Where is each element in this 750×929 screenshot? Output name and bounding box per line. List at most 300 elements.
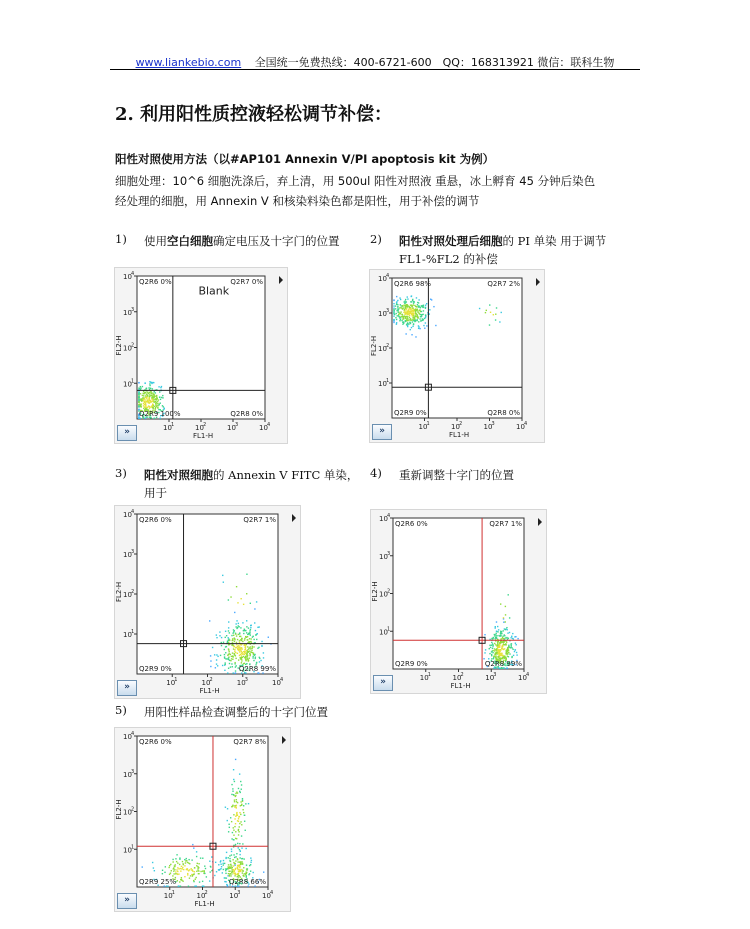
event-dot [196,856,197,857]
event-dot [410,301,411,302]
event-dot [425,314,426,315]
event-dot [415,311,416,312]
event-dot [251,651,252,652]
event-dot [399,313,400,314]
event-dot [231,635,232,636]
event-dot [196,851,197,852]
event-dot [238,659,239,660]
event-dot [144,404,145,405]
event-dot [261,641,262,642]
event-dot [245,645,246,646]
event-dot [404,314,405,315]
event-dot [227,672,228,673]
event-dot [225,646,226,647]
event-dot [416,306,417,307]
event-dot [492,652,493,653]
event-dot [259,657,260,658]
event-dot [508,650,509,651]
y-tick-exponent: 3 [386,308,390,314]
event-dot [501,312,502,313]
event-dot [215,862,216,863]
event-dot [230,867,231,868]
event-dot [418,299,419,300]
event-dot [241,784,242,785]
event-dot [501,633,502,634]
event-dot [144,407,145,408]
event-dot [240,639,241,640]
y-tick-exponent: 4 [131,731,135,737]
event-dot [235,838,236,839]
event-dot [143,395,144,396]
event-dot [194,867,195,868]
event-dot [244,629,245,630]
section-title: 2. 利用阳性质控液轻松调节补偿： [115,104,393,125]
event-dot [492,644,493,645]
event-dot [249,650,250,651]
event-dot [501,631,502,632]
event-dot [225,652,226,653]
event-dot [238,634,239,635]
event-dot [263,871,264,872]
event-dot [425,322,426,323]
event-dot [228,831,229,832]
event-dot [255,630,256,631]
page-header [110,54,640,70]
event-dot [236,642,237,643]
event-dot [412,326,413,327]
event-dot [198,873,199,874]
event-dot [222,872,223,873]
dotplot-blank [114,267,288,444]
event-dot [235,806,236,807]
x-tick-label: 10 [163,424,172,432]
y-tick-label: 10 [379,590,388,599]
dotplot-adjusted-gate [370,509,547,694]
event-dot [227,637,228,638]
event-dot [204,873,205,874]
event-dot [226,877,227,878]
event-dot [241,835,242,836]
event-dot [243,858,244,859]
event-dot [246,655,247,656]
event-dot [508,652,509,653]
y-tick-label: 10 [378,380,387,388]
event-dot [249,873,250,874]
event-dot [242,843,243,844]
event-dot [153,867,154,868]
event-dot [491,645,492,646]
event-dot [426,303,427,304]
x-axis-label: FL1-H [449,431,470,439]
x-tick-label: 10 [163,892,173,900]
event-dot [263,657,264,658]
event-dot [231,873,232,874]
event-dot [231,656,232,657]
event-dot [505,614,506,615]
event-dot [509,653,510,654]
event-dot [239,843,240,844]
event-dot [425,305,426,306]
event-dot [186,860,187,861]
event-dot [429,309,430,310]
event-dot [250,627,251,628]
event-dot [243,805,244,806]
event-dot [176,861,177,862]
panel-arrow-icon[interactable] [292,514,296,522]
event-dot [509,646,510,647]
event-dot [138,401,139,402]
event-dot [417,316,418,317]
event-dot [407,325,408,326]
event-dot [240,805,241,806]
event-dot [502,655,503,656]
event-dot [396,310,397,311]
event-dot [490,312,491,313]
event-dot [191,859,192,860]
event-dot [143,408,144,409]
event-dot [194,885,195,886]
step-text: 的 PI 单染 用于调节 [502,234,607,248]
event-dot [412,307,413,308]
event-dot [245,803,246,804]
event-dot [510,643,511,644]
event-dot [256,639,257,640]
event-dot [149,396,150,397]
event-dot [238,830,239,831]
event-dot [251,650,252,651]
event-dot [232,832,233,833]
event-dot [411,306,412,307]
plot-area [392,278,522,418]
event-dot [495,314,496,315]
event-dot [238,869,239,870]
event-dot [222,863,223,864]
event-dot [250,648,251,649]
event-dot [248,627,249,628]
event-dot [222,575,223,576]
event-dot [145,382,146,383]
event-dot [246,574,247,575]
event-dot [250,638,251,639]
event-dot [393,320,394,321]
event-dot [221,645,222,646]
event-dot [224,649,225,650]
event-dot [248,660,249,661]
event-dot [240,598,241,599]
y-tick-label: 10 [378,275,387,283]
event-dot [184,876,185,877]
event-dot [245,848,246,849]
event-dot [237,802,238,803]
y-tick-exponent: 1 [131,844,135,851]
event-dot [226,884,227,885]
event-dot [415,319,416,320]
event-dot [144,399,145,400]
expand-button[interactable]: » [117,425,137,441]
event-dot [243,604,244,605]
event-dot [421,311,422,312]
event-dot [407,316,408,317]
event-dot [151,405,152,406]
event-dot [239,871,240,872]
event-dot [148,398,149,399]
event-dot [242,641,243,642]
event-dot [423,310,424,311]
event-dot [236,647,237,648]
event-dot [193,873,194,874]
event-dot [144,401,145,402]
x-tick-label: 10 [195,424,204,432]
event-dot [489,324,490,325]
event-dot [161,386,162,387]
event-dot [229,860,230,861]
event-dot [410,308,411,309]
event-dot [226,852,227,853]
event-dot [239,867,240,868]
event-dot [396,304,397,305]
event-dot [489,304,490,305]
event-dot [419,309,420,310]
event-dot [249,647,250,648]
event-dot [235,647,236,648]
event-dot [416,313,417,314]
event-dot [228,857,229,858]
event-dot [235,666,236,667]
expand-button[interactable]: » [372,424,392,440]
event-dot [238,831,239,832]
event-dot [417,314,418,315]
event-dot [154,870,155,871]
event-dot [421,315,422,316]
event-dot [495,626,496,627]
event-dot [235,626,236,627]
event-dot [180,885,181,886]
event-dot [197,866,198,867]
dotplot-svg [371,510,546,693]
event-dot [233,794,234,795]
event-dot [396,302,397,303]
event-dot [496,652,497,653]
event-dot [210,655,211,656]
event-dot [148,400,149,401]
event-dot [240,851,241,852]
panel-arrow-icon[interactable] [279,276,283,284]
event-dot [253,653,254,654]
event-dot [198,863,199,864]
event-dot [178,873,179,874]
event-dot [484,634,485,635]
event-dot [493,656,494,657]
event-dot [240,648,241,649]
event-dot [152,862,153,863]
event-dot [233,865,234,866]
event-dot [246,626,247,627]
event-dot [225,870,226,871]
y-tick-exponent: 3 [131,306,135,313]
event-dot [237,861,238,862]
event-dot [209,861,210,862]
y-tick-exponent: 1 [131,378,135,385]
event-dot [239,864,240,865]
event-dot [491,655,492,656]
event-dot [235,623,236,624]
event-dot [499,642,500,643]
event-dot [505,621,506,622]
event-dot [512,633,513,634]
event-dot [184,865,185,866]
event-dot [216,634,217,635]
event-dot [255,634,256,635]
y-tick-label: 10 [379,552,388,561]
event-dot [234,655,235,656]
event-dot [234,781,235,782]
event-dot [400,316,401,317]
event-dot [228,630,229,631]
event-dot [413,313,414,314]
event-dot [225,658,226,659]
x-tick-label: 10 [259,424,268,432]
x-tick-label: 10 [196,892,206,900]
event-dot [155,401,156,402]
x-tick-label: 10 [227,424,236,432]
y-tick-label: 10 [123,591,132,599]
event-dot [228,599,229,600]
event-dot [247,868,248,869]
event-dot [245,830,246,831]
event-dot [225,881,226,882]
y-tick-exponent: 3 [387,550,391,557]
event-dot [173,870,174,871]
event-dot [408,320,409,321]
event-dot [504,634,505,635]
event-dot [506,651,507,652]
event-dot [397,306,398,307]
event-dot [232,805,233,806]
event-dot [231,848,232,849]
event-dot [159,396,160,397]
dotplot-pi-single [369,269,545,443]
event-dot [164,872,165,873]
event-dot [396,322,397,323]
event-dot [185,862,186,863]
event-dot [505,637,506,638]
event-dot [239,854,240,855]
event-dot [197,863,198,864]
event-dot [253,646,254,647]
event-dot [425,316,426,317]
event-dot [234,801,235,802]
event-dot [234,818,235,819]
event-dot [206,876,207,877]
panel-arrow-icon[interactable] [282,736,286,744]
expand-button[interactable]: » [117,893,137,909]
website-link[interactable]: www.liankebio.com [135,56,242,69]
event-dot [494,635,495,636]
event-dot [223,642,224,643]
event-dot [255,657,256,658]
event-dot [239,826,240,827]
event-dot [407,323,408,324]
panel-arrow-icon[interactable] [536,278,540,286]
event-dot [239,849,240,850]
event-dot [517,638,518,639]
event-dot [172,861,173,862]
panel-arrow-icon[interactable] [538,518,542,526]
event-dot [177,862,178,863]
quadrant-label-upper-right: Q2R7 8% [233,738,266,746]
quadrant-label-lower-left: Q2R9 25% [139,878,177,886]
x-tick-exponent: 4 [524,421,528,427]
event-dot [226,635,227,636]
event-dot [402,318,403,319]
event-dot [220,864,221,865]
x-axis-label: FL1-H [450,682,471,690]
event-dot [234,663,235,664]
y-tick-label: 10 [378,310,387,318]
event-dot [236,813,237,814]
expand-button[interactable]: » [373,675,393,691]
event-dot [502,630,503,631]
event-dot [411,334,412,335]
y-tick-exponent: 1 [131,629,135,635]
event-dot [240,627,241,628]
event-dot [422,320,423,321]
event-dot [243,653,244,654]
event-dot [422,305,423,306]
event-dot [187,862,188,863]
x-tick-exponent: 4 [280,677,284,683]
event-dot [234,826,235,827]
event-dot [227,655,228,656]
event-dot [489,645,490,646]
event-dot [234,662,235,663]
y-tick-label: 10 [123,846,132,855]
event-dot [151,383,152,384]
event-dot [237,843,238,844]
event-dot [156,396,157,397]
event-dot [174,866,175,867]
event-dot [171,870,172,871]
event-dot [233,646,234,647]
event-dot [403,312,404,313]
event-dot [411,296,412,297]
event-dot [418,328,419,329]
event-dot [202,870,203,871]
event-dot [245,649,246,650]
event-dot [157,401,158,402]
event-dot [235,793,236,794]
event-dot [496,648,497,649]
event-dot [246,620,247,621]
x-tick-exponent: 1 [171,890,175,896]
event-dot [228,871,229,872]
event-dot [228,864,229,865]
event-dot [409,322,410,323]
event-dot [237,873,238,874]
event-dot [232,859,233,860]
event-dot [217,665,218,666]
event-dot [209,620,210,621]
event-dot [231,806,232,807]
event-dot [228,627,229,628]
event-dot [233,862,234,863]
event-dot [164,408,165,409]
event-dot [248,803,249,804]
event-dot [227,820,228,821]
expand-button[interactable]: » [117,680,137,696]
event-dot [231,851,232,852]
event-dot [254,622,255,623]
